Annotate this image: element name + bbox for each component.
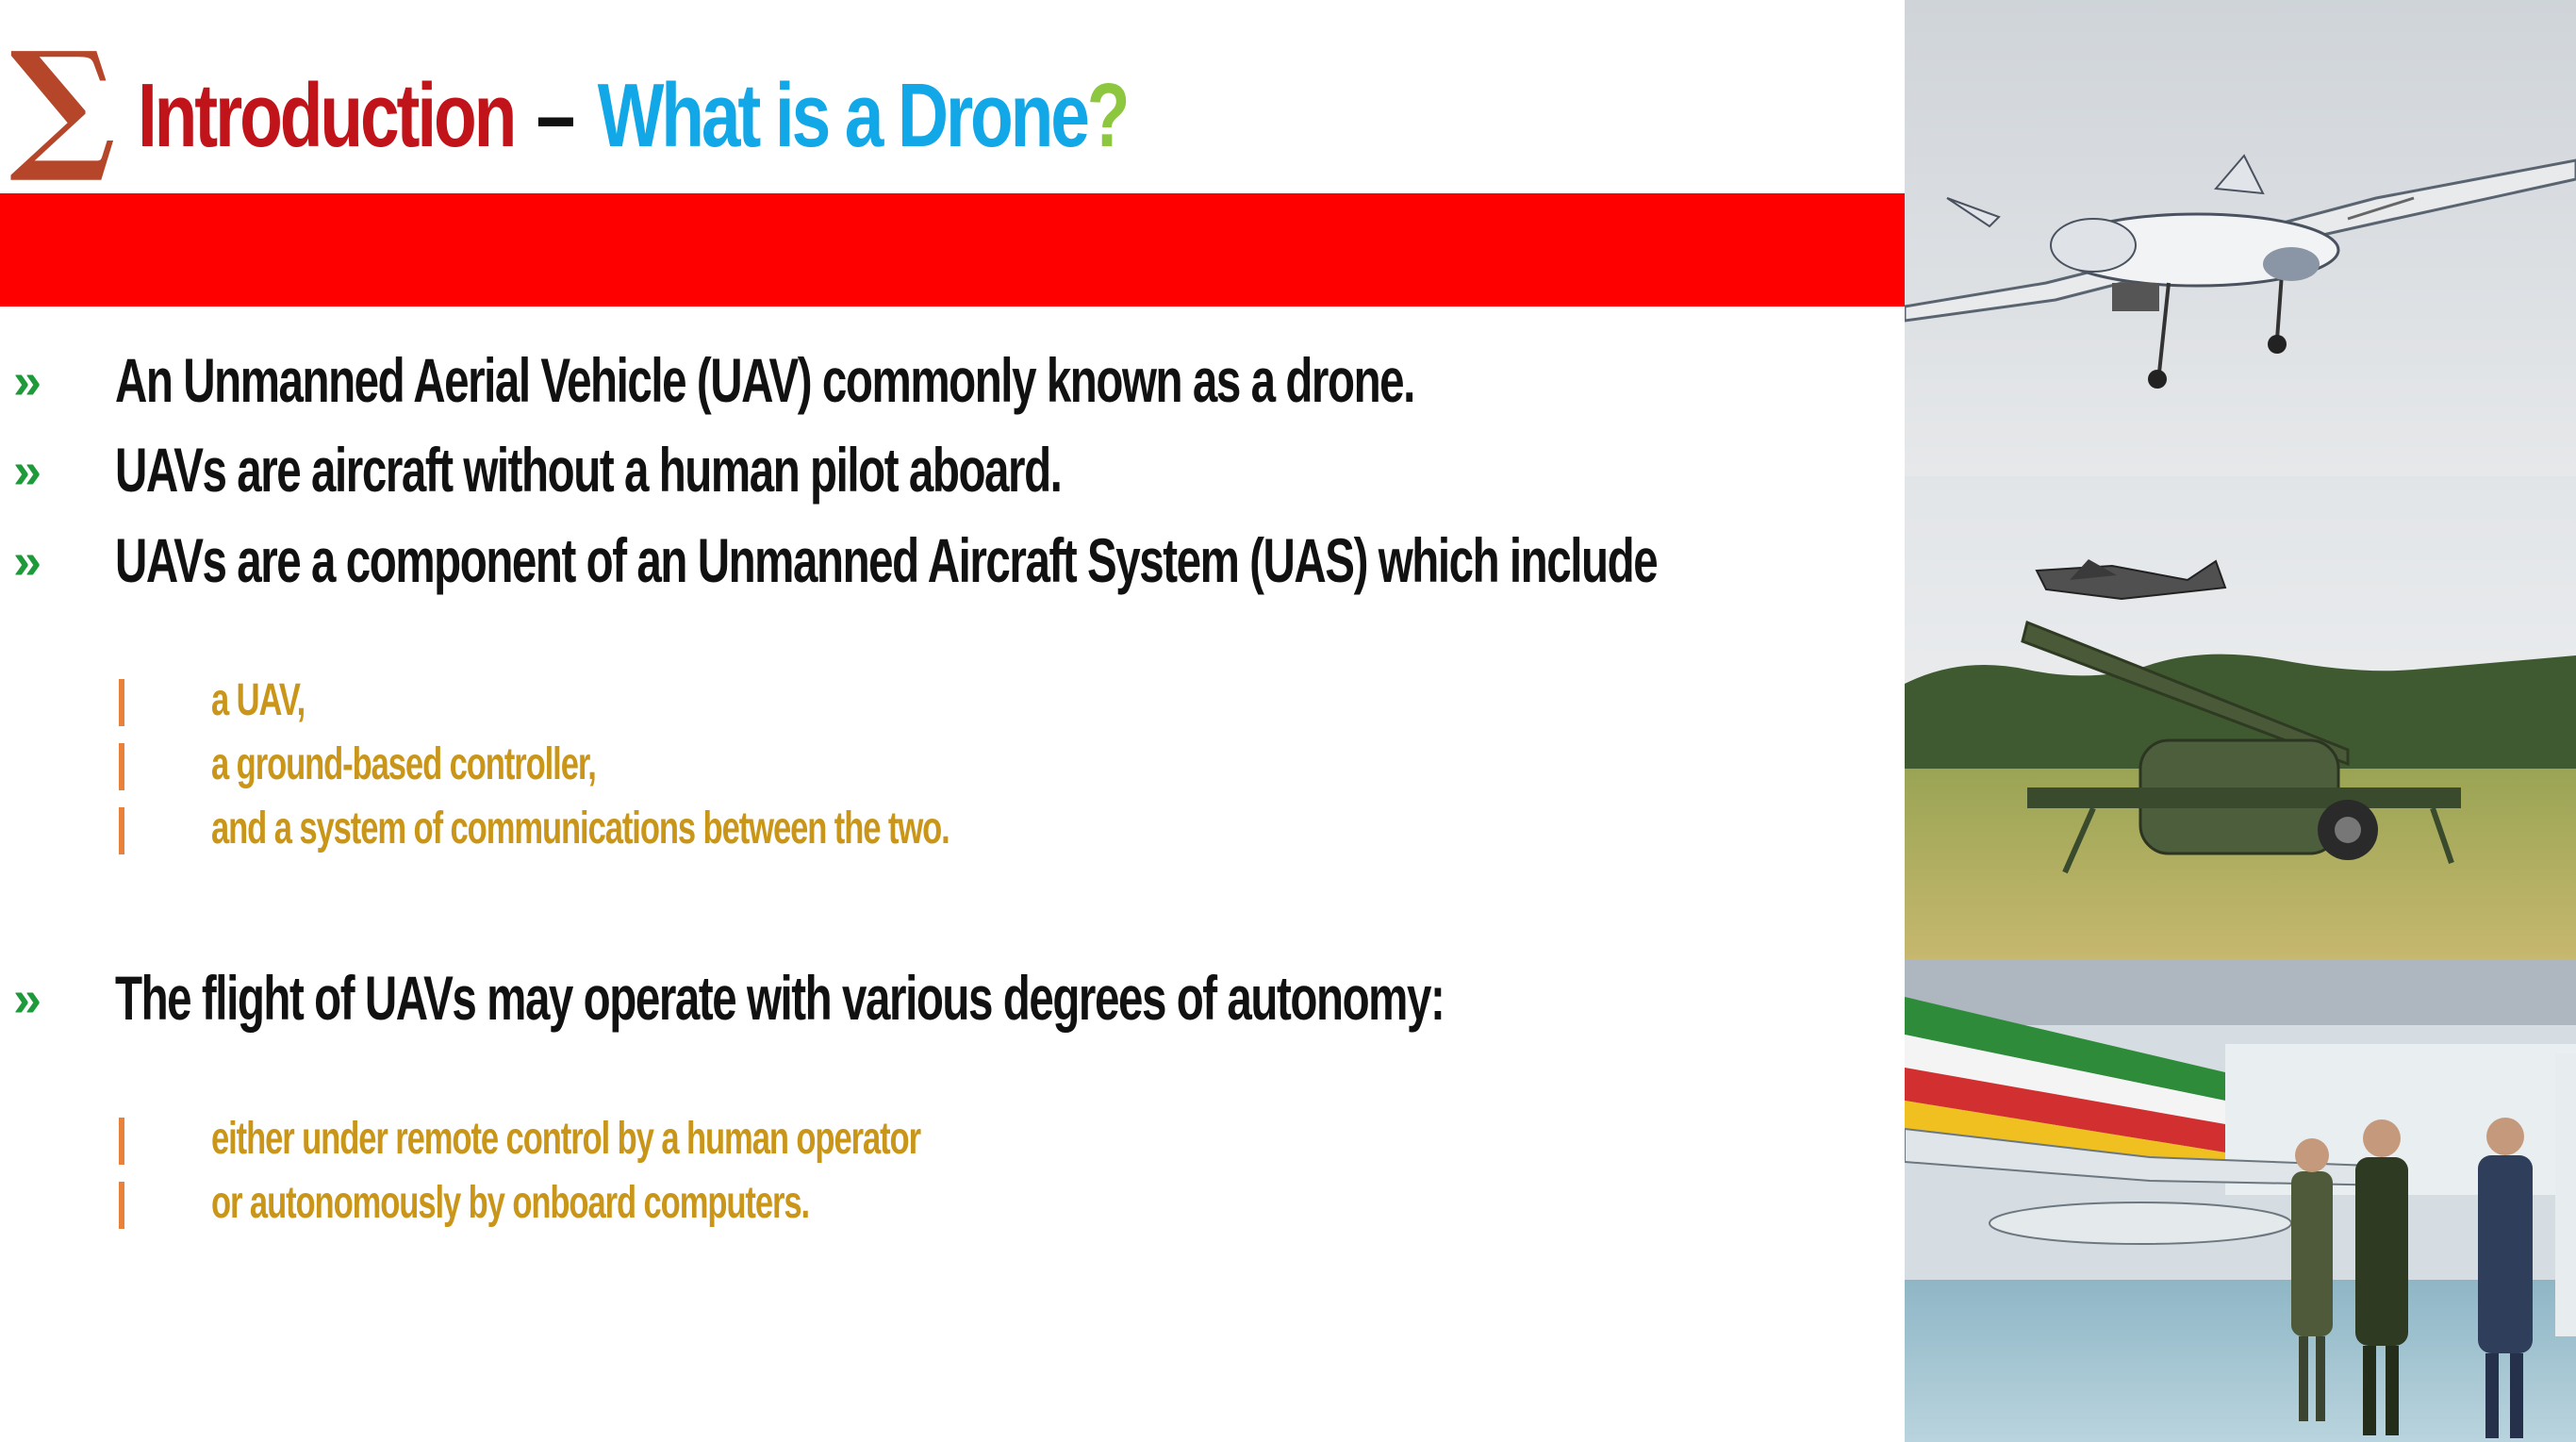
- title-introduction: Introduction: [138, 65, 515, 166]
- sub-item: [0, 798, 1697, 860]
- sub-item: [0, 670, 1697, 732]
- bullet-item: [0, 427, 1886, 512]
- sub-bar-icon: [119, 743, 124, 790]
- title-what-is-a-drone: What is a Drone: [597, 65, 1087, 166]
- sub-bar-icon: [119, 1182, 124, 1229]
- drone-hangar-photo: [1905, 959, 2576, 1442]
- bullet-chevron-icon: »: [13, 442, 42, 499]
- bullet-text: UAVs are aircraft without a human pilot aboard.: [115, 435, 1062, 505]
- sigma-logo-icon: ∑: [9, 21, 116, 187]
- bullet-chevron-icon: »: [13, 533, 42, 589]
- sub-item: [0, 1108, 1697, 1170]
- sub-bar-icon: [119, 679, 124, 726]
- bullet-text: An Unmanned Aerial Vehicle (UAV) commonly known as a drone.: [115, 345, 1414, 415]
- bullet-text: UAVs are a component of an Unmanned Aircraft System (UAS) which include: [115, 525, 1658, 595]
- sub-text: and a system of communications between the two.: [211, 804, 949, 854]
- title-dash: –: [536, 65, 573, 166]
- sub-text: or autonomously by onboard computers.: [211, 1178, 810, 1228]
- sub-item: [0, 1172, 1697, 1235]
- sub-item: [0, 734, 1697, 796]
- bullet-item: [0, 955, 1886, 1040]
- drone-in-flight-image: [1905, 0, 2576, 476]
- sub-text: a UAV,: [211, 675, 305, 725]
- drone-hangar-image: [1905, 959, 2576, 1442]
- bullet-chevron-icon: »: [13, 353, 42, 409]
- bullet-item: [0, 518, 1886, 603]
- bullet-text: The flight of UAVs may operate with various degrees of autonomy:: [115, 963, 1445, 1033]
- drone-on-launcher-image: [1905, 476, 2576, 959]
- sub-text: either under remote control by a human operator: [211, 1114, 920, 1164]
- title-question-mark: ?: [1086, 65, 1128, 166]
- bullet-chevron-icon: »: [13, 970, 42, 1027]
- drone-in-flight-photo: [1905, 0, 2576, 476]
- photo-column: [1905, 0, 2576, 1442]
- sub-text: a ground-based controller,: [211, 739, 596, 789]
- sub-bar-icon: [119, 807, 124, 854]
- bullet-item: [0, 338, 1886, 423]
- sub-bar-icon: [119, 1118, 124, 1165]
- drone-on-launcher-photo: [1905, 476, 2576, 959]
